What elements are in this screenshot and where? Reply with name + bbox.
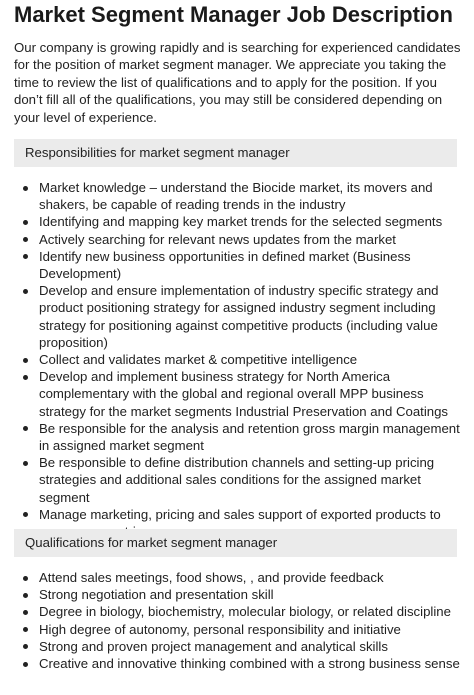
- bullet-icon: [23, 461, 28, 466]
- bullet-icon: [23, 662, 28, 667]
- list-item: [39, 621, 464, 638]
- list-item-text: Degree in biology, biochemistry, molecular biology, or related discipline: [39, 604, 451, 620]
- list-item-text: Actively searching for relevant news updates from the market: [39, 231, 396, 247]
- intro-paragraph: Our company is growing rapidly and is searching for experienced candidates for the position of market segment manager. We appreciate you taking the time to review the list of qualifications and to apply for the position. If you don’t fill all of the qualifications, you may still be considered depending on your level of experience.: [14, 40, 461, 125]
- list-item-text: Strong and proven project management and analytical skills: [39, 638, 388, 654]
- responsibilities-list: [14, 179, 464, 540]
- list-item-text: Develop and ensure implementation of industry specific strategy and product positioning strategy for assigned industry segment including strategy for positioning against competitive products (including value proposition): [39, 283, 439, 350]
- list-item: [39, 368, 464, 420]
- list-item-text: High degree of autonomy, personal responsibility and initiative: [39, 621, 401, 637]
- bullet-icon: [23, 375, 28, 380]
- bullet-icon: [23, 512, 28, 517]
- list-item: [39, 179, 464, 213]
- bullet-icon: [23, 610, 28, 615]
- list-item: [39, 248, 464, 282]
- page-title: Market Segment Manager Job Description: [14, 2, 453, 27]
- bullet-icon: [23, 426, 28, 431]
- list-item: [39, 351, 464, 368]
- list-item: [39, 603, 464, 620]
- bullet-icon: [23, 358, 28, 363]
- bullet-icon: [23, 254, 28, 259]
- list-item: [39, 569, 464, 586]
- bullet-icon: [23, 220, 28, 225]
- bullet-icon: [23, 644, 28, 649]
- responsibilities-heading: Responsibilities for market segment manager: [14, 139, 457, 167]
- list-item-text: Attend sales meetings, food shows, , and provide feedback: [39, 570, 384, 585]
- qualifications-list: [14, 569, 464, 672]
- list-item-text: Be responsible for the analysis and retention gross margin management in assigned market segment: [39, 420, 460, 454]
- list-item: [39, 454, 464, 506]
- list-item-text: Develop and implement business strategy for North America complementary with the global and regional overall MPP business strategy for the market segments Industrial Preservation and Coatings: [39, 369, 449, 419]
- list-item-text: Identify new business opportunities in defined market (Business Development): [39, 248, 411, 282]
- list-item-text: Creative and innovative thinking combined with a strong business sense: [39, 656, 460, 672]
- list-item-text: Identifying and mapping key market trends for the selected segments: [39, 214, 443, 230]
- bullet-icon: [23, 576, 28, 581]
- list-item: [39, 655, 464, 672]
- list-item: [39, 213, 464, 230]
- list-item-text: Manage marketing, pricing and sales support of exported products to: [39, 506, 441, 522]
- bullet-icon: [23, 593, 28, 598]
- list-item-text: Be responsible to define distribution channels and setting-up pricing strategies and additional sales conditions for the assigned market segment: [39, 455, 435, 505]
- bullet-icon: [23, 186, 28, 191]
- list-item: [39, 282, 464, 351]
- bullet-icon: [23, 289, 28, 294]
- list-item: [39, 420, 464, 454]
- list-item-text: Strong negotiation and presentation skill: [39, 587, 274, 603]
- bullet-icon: [23, 237, 28, 242]
- bullet-icon: [23, 627, 28, 632]
- list-item-text: Market knowledge – understand the Biocide market, its movers and shakers, be capable of reading trends in the industry: [39, 180, 433, 213]
- list-item-text: Collect and validates market & competitive intelligence: [39, 352, 358, 368]
- qualifications-heading: Qualifications for market segment manager: [14, 529, 457, 557]
- list-item: [39, 586, 464, 603]
- list-item: [39, 231, 464, 248]
- list-item: [39, 638, 464, 655]
